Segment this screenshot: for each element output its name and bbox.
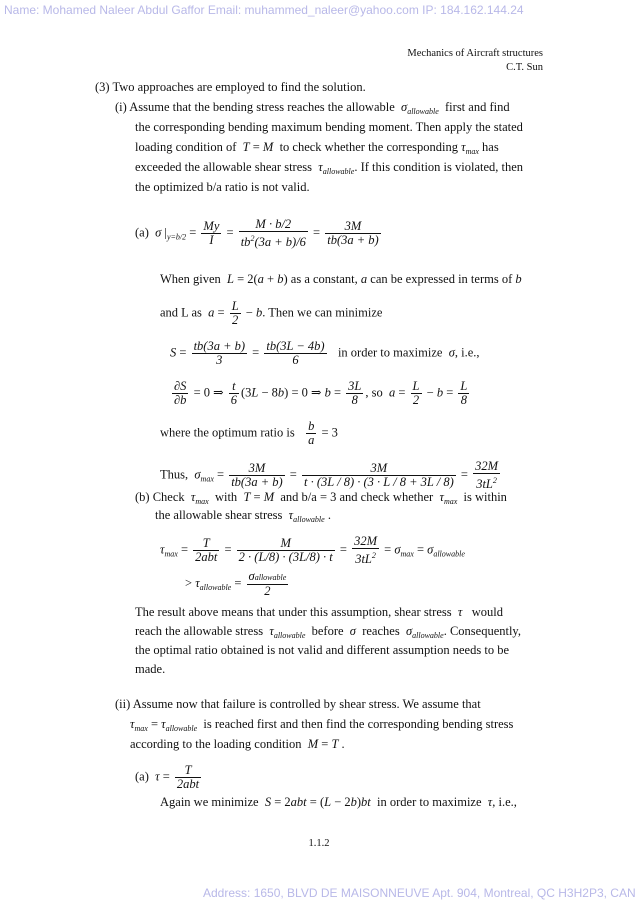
watermark-top: Name: Mohamed Naleer Abdul Gaffor Email: muhammed_naleer@yahoo.com IP: 184.162.144.24 [4, 3, 524, 17]
result-line-2: reach the allowable stress $\tau_{allowable}$ before σ reaches $\sigma_{allowable}$. Consequently, [135, 624, 521, 640]
again-minimize-line: Again we minimize S = 2abt = (L − 2b)bt in order to maximize τ, i.e., [160, 795, 517, 809]
equation-tau-max: $\tau_{max}$ = $\frac{T}{\text{2abt}}$ = $\frac{M}{2 \cdot (L/8) \cdot (3L/8) \cdot t}$ = $\frac{32M}{3tL^2}$ = $\sigma_{max} = \sigma_{allowable}$ [160, 534, 465, 567]
part-ii-line-3: according to the loading condition M = T . [130, 737, 345, 751]
part-b-check-line: (b) Check $\tau_{max}$ with T = M and b/a = 3 and check whether $\tau_{max}$ is within [135, 490, 507, 506]
part-i-line-1: (i) Assume that the bending stress reaches the allowable $\sigma_{allowable}$ first and find [115, 100, 510, 116]
equation-sigma-max: Thus, $\sigma_{max}$ = $\frac{3M}{tb(3a + b)}$ = $\frac{3M}{t \cdot (3L / 8) \cdot (3 \cdot L / 8 + 3L / 8)}$ = $\frac{32M}{3tL^2}$ [160, 459, 498, 492]
equation-tau-a: (a) τ = $\frac{T}{\text{2abt}}$ [135, 763, 200, 791]
part-ii-line-1: (ii) Assume now that failure is controlled by shear stress. We assume that [115, 697, 481, 711]
when-given-line: When given L = 2(a + b) as a constant, a can be expressed in terms of b [160, 272, 522, 286]
part-i-line-4: exceeded the allowable shear stress $\tau_{allowable}$. If this condition is violated, then [135, 160, 524, 176]
inequality-tau-allowable: > $\tau_{allowable}$ = $\frac{\text{σallowable}}{2}$ [185, 569, 287, 598]
header-title: Mechanics of Aircraft structures [407, 48, 543, 59]
optimum-ratio-line: where the optimum ratio is $\frac{b}{a}$ = 3 [160, 419, 338, 447]
paragraph-3-intro: (3) Two approaches are employed to find the solution. [95, 80, 366, 94]
result-line-1: The result above means that under this assumption, shear stress τ would [135, 605, 503, 619]
equation-derivative: $\frac{\partial S}{\partial b}$ = 0 ⇒ $\frac{t}{6}$ (3L − 8b) = 0 ⇒ b = $\frac{3L}{8}$ , so a = $\frac{L}{2}$ − b = $\frac{L}{8}$ [174, 379, 468, 407]
part-b-allowable-line: the allowable shear stress $\tau_{allowable}$ . [155, 508, 331, 524]
part-i-line-3: loading condition of T = M to check whether the corresponding $\tau_{max}$ has [135, 140, 499, 156]
part-i-line-2: the corresponding bending maximum bending moment. Then apply the stated [135, 120, 523, 134]
result-line-4: made. [135, 662, 166, 676]
watermark-bottom: Address: 1650, BLVD DE MAISONNEUVE Apt. 904, Montreal, QC H3H2P3, CAN [203, 886, 636, 900]
part-i-line-5: the optimized b/a ratio is not valid. [135, 180, 310, 194]
a-in-terms-of-b: and L as a = $\frac{L}{2}$ − b. Then we can minimize [160, 299, 383, 327]
header-author: C.T. Sun [506, 62, 543, 73]
equation-a-sigma: (a) σ $|_{y=b/2}$ = $\frac{My}{I}$ = $\frac{M \cdot b/2}{tb^2(3a + b)/6}$ = $\frac{3M}{tb(3a + b)}$ [135, 217, 379, 250]
equation-section-modulus: S = $\frac{tb(3a + b)}{3}$ = $\frac{tb(3L - 4b)}{6}$ in order to maximize σ, i.e., [170, 339, 480, 367]
part-ii-line-2: $\tau_{max} = \tau_{allowable}$ is reached first and then find the corresponding bending stress [130, 717, 514, 733]
page-number: 1.1.2 [308, 838, 330, 849]
result-line-3: the optimal ratio obtained is not valid and different assumption needs to be [135, 643, 509, 657]
